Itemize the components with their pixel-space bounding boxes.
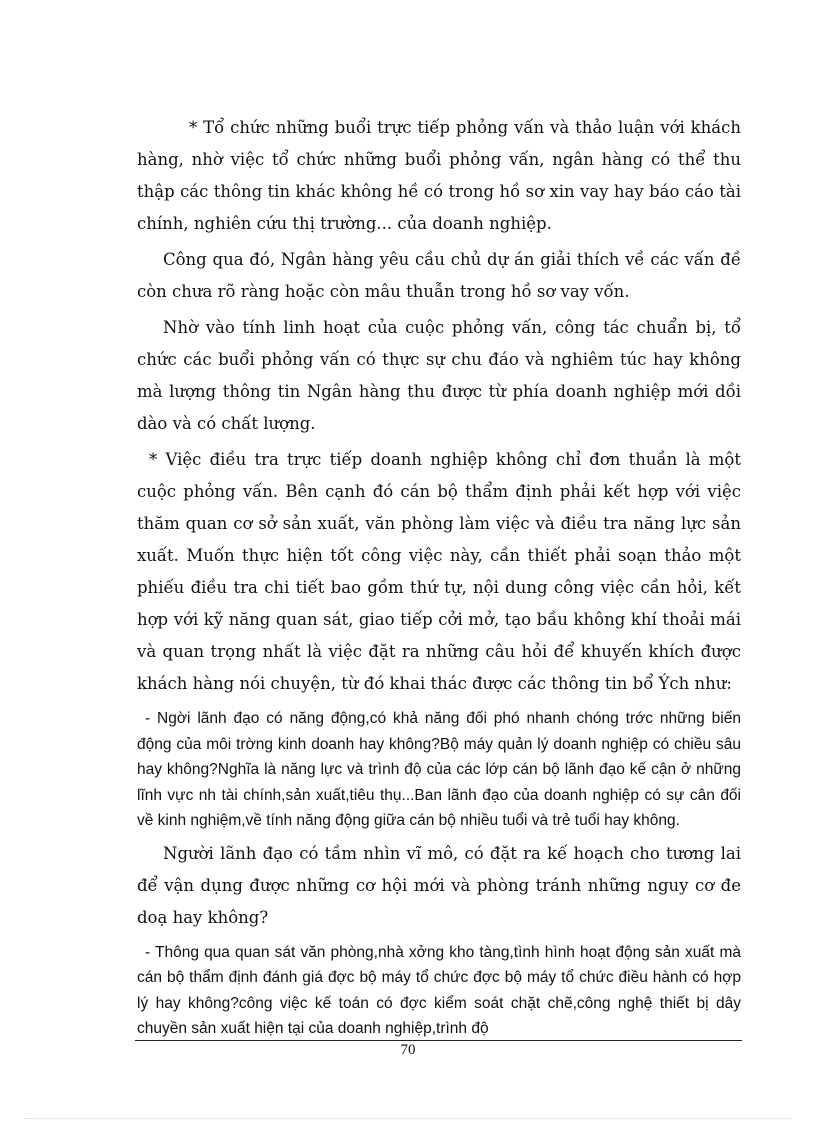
paragraph-vision: Người lãnh đạo có tầm nhìn vĩ mô, có đặt ra kế hoạch cho tương lai để vận dụng được những cơ hội mới và phòng tránh những nguy cơ đe doạ hay không? — [137, 843, 741, 927]
paragraph-clarification: Công qua đó, Ngân hàng yêu cầu chủ dự án giải thích về các vấn đề còn chưa rõ ràng hoặc còn mâu thuẫn trong hồ sơ vay vốn. — [137, 250, 741, 301]
paragraph-direct-investigation: * Việc điều tra trực tiếp doanh nghiệp không chỉ đơn thuần là một cuộc phỏng vấn. Bên cạnh đó cán bộ thẩm định phải kết hợp với việc thăm quan cơ sở sản xuất, văn phòng làm việc và điều tra năng lực sản xuất. Muốn thực hiện tốt công việc này, cần thiết phải soạn thảo một phiếu điều tra chi tiết bao gồm thứ tự, nội dung công việc cần hỏi, kết hợp với kỹ năng quan sát, giao tiếp cởi mở, tạo bầu không khí thoải mái và quan trọng nhất là việc đặt ra những câu hỏi để khuyến khích được khách hàng nói chuyện, từ đó khai thác được các thông tin bổ Ých như: — [137, 450, 741, 693]
page-body — [137, 112, 741, 1042]
page-number: 70 — [400, 1042, 416, 1058]
page-bottom-edge — [24, 1118, 792, 1119]
paragraph-interview: * Tổ chức những buổi trực tiếp phỏng vấn và thảo luận với khách hàng, nhờ việc tổ chức những buổi phỏng vấn, ngân hàng có thể thu thập các thông tin khác không hề có trong hồ sơ xin vay hay báo cáo tài chính, nghiên cứu thị trường... của doanh nghiệp. — [137, 118, 741, 233]
paragraph-observation-bullet: - Thông qua quan sát văn phòng,nhà xởng kho tàng,tình hình hoạt động sản xuất mà cán bộ thẩm định đánh giá đợc bộ máy tổ chức đợc bộ máy tổ chức điều hành có hợp lý hay không?công việc kế toán có đợc kiểm soát chặt chẽ,công nghệ thiết bị dây chuyền sản xuất hiện tại của doanh nghiệp,trình độ — [137, 943, 741, 1037]
paragraph-leadership-bullet: - Ngời lãnh đạo có năng động,có khả năng đối phó nhanh chóng trớc những biến động của môi trờng kinh doanh hay không?Bộ máy quản lý doanh nghiệp có chiều sâu hay không?Nghĩa là năng lực và trình độ của các lớp cán bộ lãnh đạo kế cận ở những lĩnh vực nh tài chính,sản xuất,tiêu thụ...Ban lãnh đạo của doanh nghiệp có sự cân đối về kinh nghiệm,về tính năng động giữa cán bộ nhiều tuổi và trẻ tuổi hay không. — [137, 710, 741, 829]
paragraph-flexibility: Nhờ vào tính linh hoạt của cuộc phỏng vấn, công tác chuẩn bị, tổ chức các buổi phỏng vấn có thực sự chu đáo và nghiêm túc hay không mà lượng thông tin Ngân hàng thu được từ phía doanh nghiệp mới dồi dào và có chất lượng. — [137, 318, 741, 433]
footer-divider — [135, 1040, 742, 1041]
